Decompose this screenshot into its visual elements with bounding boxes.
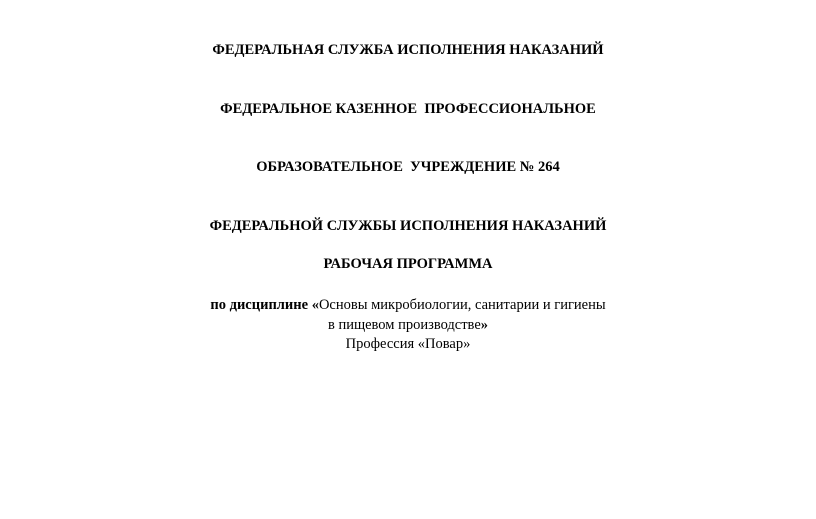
discipline-name-part1: Основы микробиологии, санитарии и гигиены [318, 297, 606, 313]
header-line-4: ФЕДЕРАЛЬНОЙ СЛУЖБЫ ИСПОЛНЕНИЯ НАКАЗАНИЙ [209, 217, 607, 234]
header-line-2: ФЕДЕРАЛЬНОЕ КАЗЕННОЕ ПРОФЕССИОНАЛЬНОЕ [220, 100, 596, 117]
header-line-1: ФЕДЕРАЛЬНАЯ СЛУЖБА ИСПОЛНЕНИЯ НАКАЗАНИЙ [212, 42, 604, 58]
discipline-name-part2: в пищевом производстве [327, 316, 481, 333]
profession-line: Профессия «Повар» [345, 336, 471, 352]
document-title: РАБОЧАЯ ПРОГРАММА [323, 256, 493, 272]
discipline-line-1 [0, 296, 816, 316]
header-line-3: ОБРАЗОВАТЕЛЬНОЕ УЧРЕЖДЕНИЕ № 264 [256, 159, 560, 175]
discipline-prefix: по дисциплине « [210, 297, 319, 313]
organization-header [0, 2, 816, 275]
discipline-line-2 [0, 316, 816, 336]
discipline-close-quote: » [480, 316, 489, 333]
discipline-block [0, 296, 816, 355]
